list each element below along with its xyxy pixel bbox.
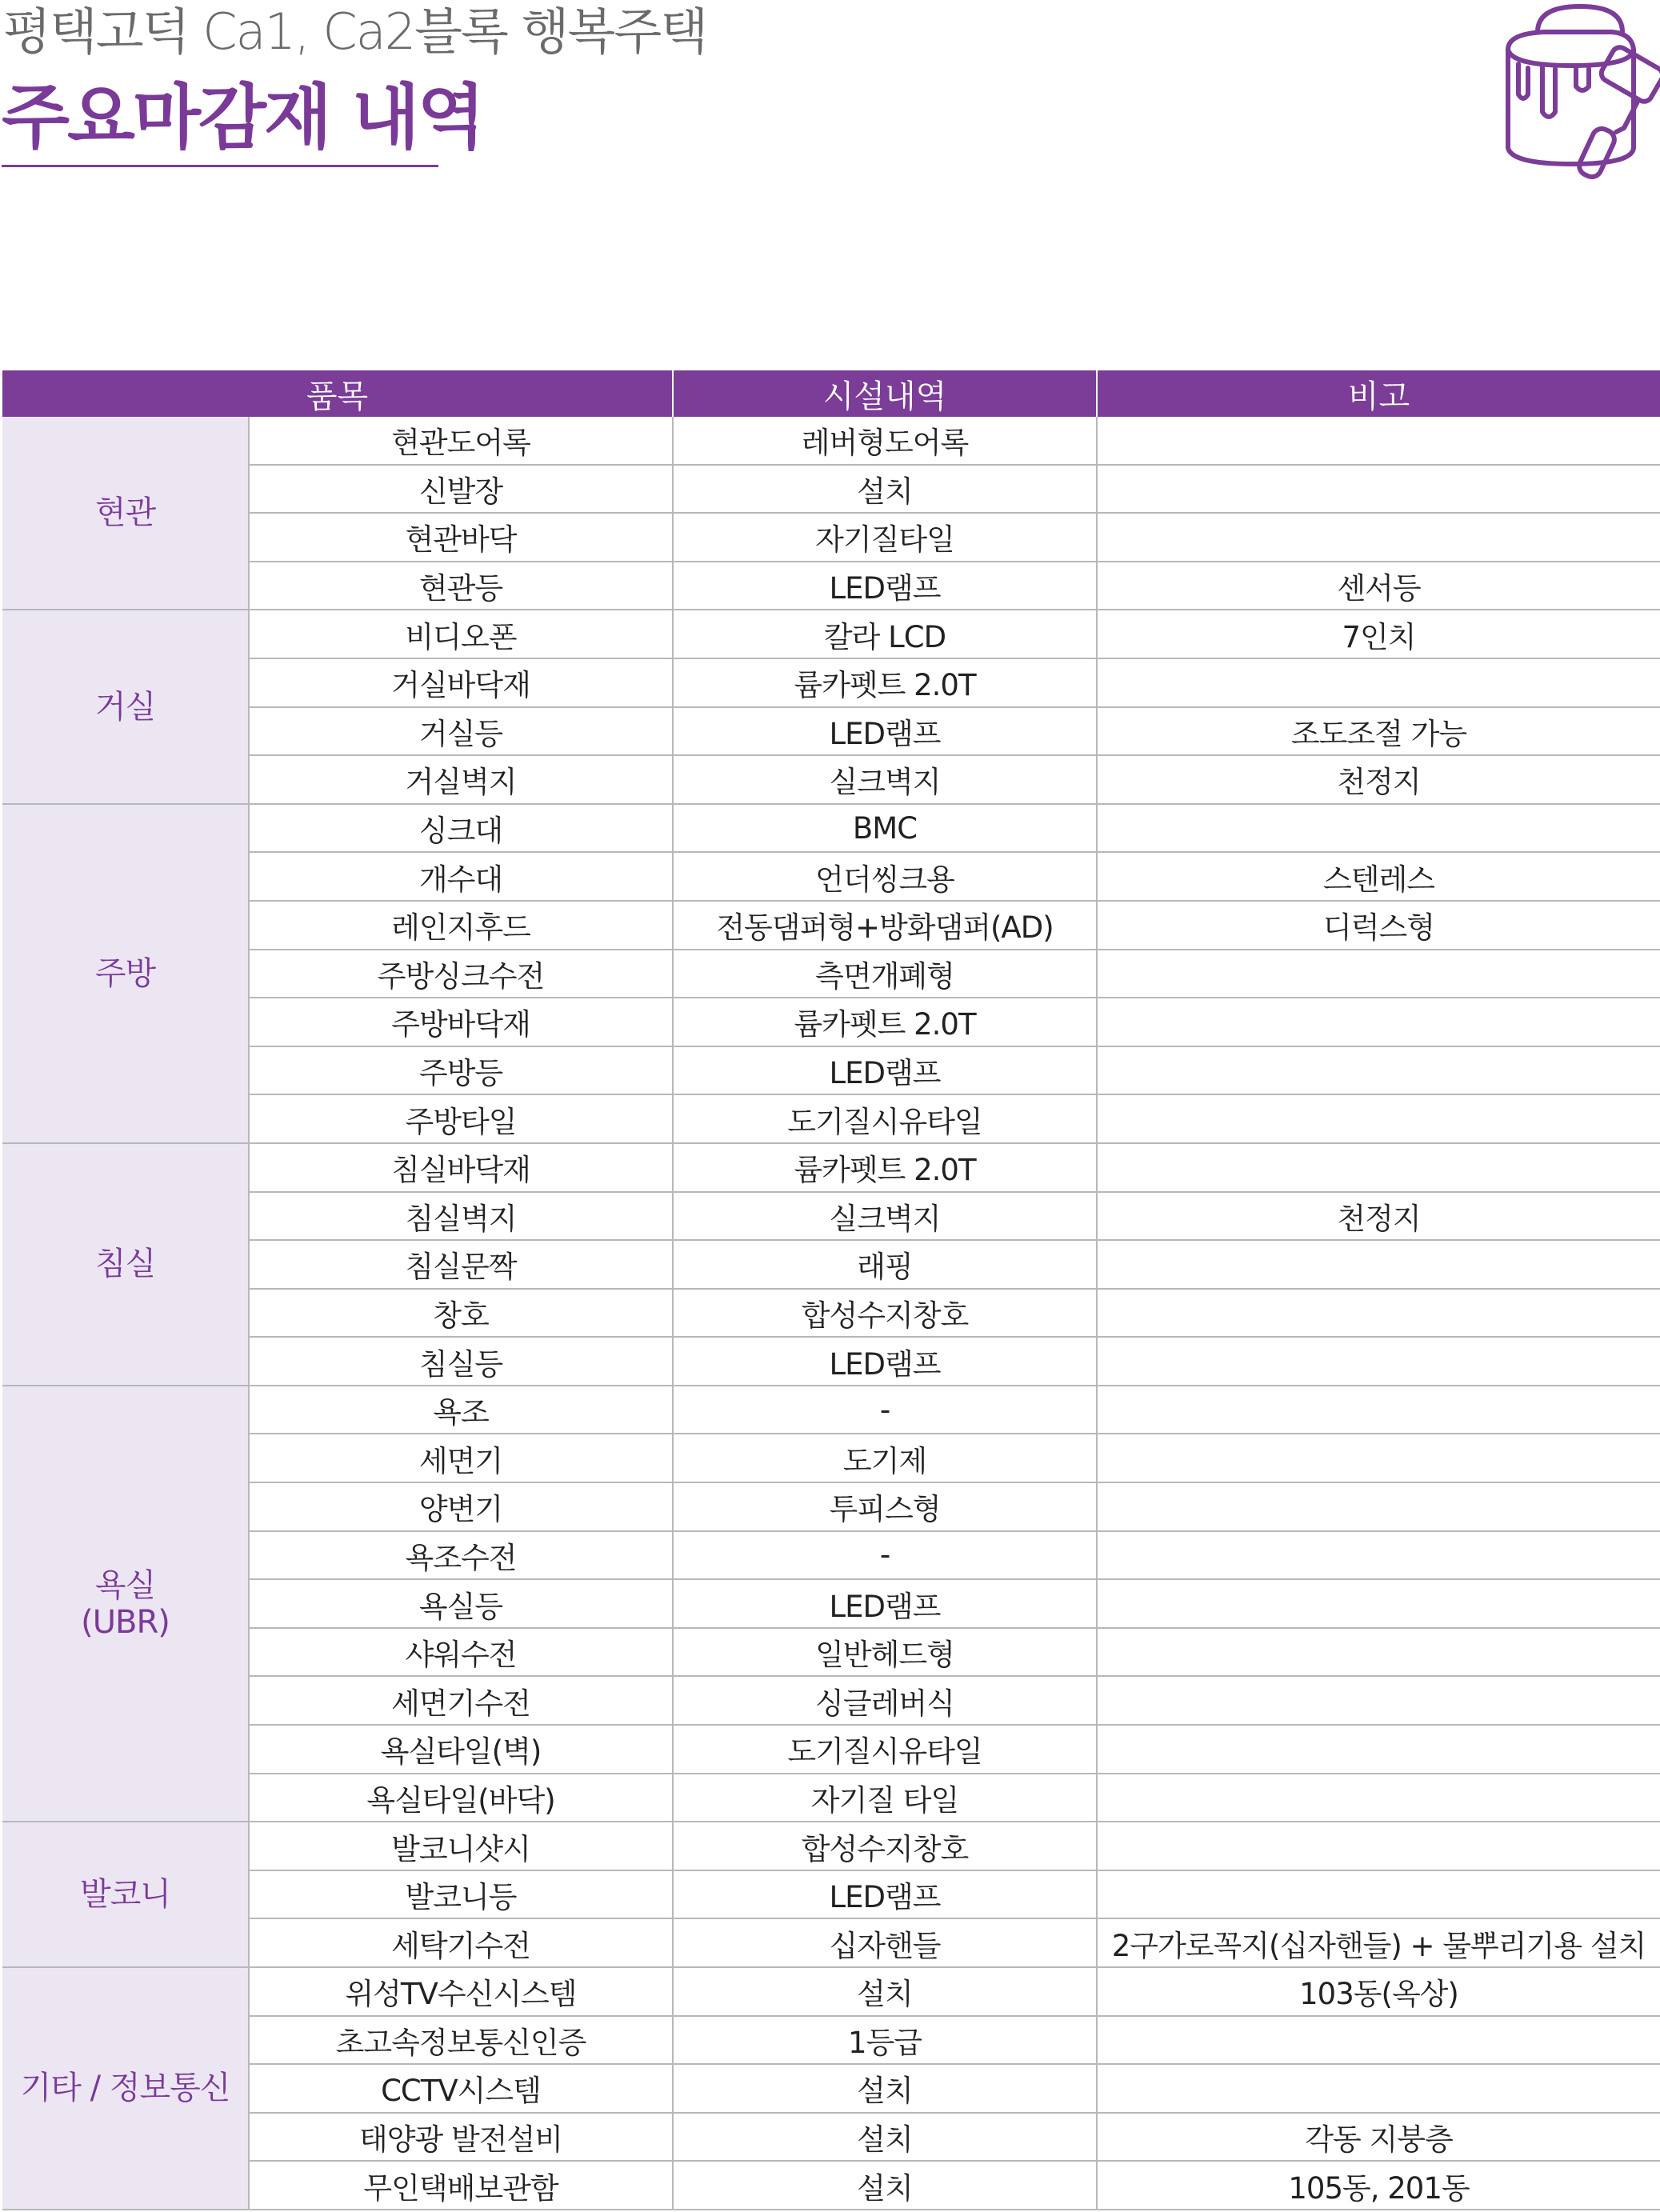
remarks-cell: 2구가로꼭지(십자핸들) + 물뿌리기용 설치 — [1097, 1918, 1660, 1967]
table-row — [2, 513, 1660, 562]
item-cell: 샤워수전 — [249, 1628, 673, 1677]
item-cell: 현관바닥 — [249, 513, 673, 562]
facility-cell: 자기질타일 — [673, 513, 1097, 562]
table-row — [2, 1192, 1660, 1241]
remarks-cell — [1097, 1870, 1660, 1919]
facility-cell: 언더씽크용 — [673, 852, 1097, 901]
item-cell: 창호 — [249, 1289, 673, 1338]
facility-cell: 1등급 — [673, 2016, 1097, 2065]
facility-cell: 설치 — [673, 1967, 1097, 2016]
table-row — [2, 2113, 1660, 2162]
category-label: 욕실 — [94, 1566, 156, 1604]
category-cell — [2, 1822, 249, 1967]
item-cell: 태양광 발전설비 — [249, 2113, 673, 2162]
table-row — [2, 1240, 1660, 1289]
table-row — [2, 417, 1660, 465]
table-row — [2, 1967, 1660, 2016]
item-cell: 욕조수전 — [249, 1531, 673, 1580]
facility-cell: 도기질시유타일 — [673, 1725, 1097, 1774]
item-cell: 레인지후드 — [249, 901, 673, 950]
table-row — [2, 2016, 1660, 2065]
facility-cell: LED램프 — [673, 1870, 1097, 1919]
facility-cell: 실크벽지 — [673, 1192, 1097, 1241]
category-label: 거실 — [94, 688, 156, 726]
remarks-cell — [1097, 658, 1660, 707]
table-row — [2, 1918, 1660, 1967]
remarks-cell: 디럭스형 — [1097, 901, 1660, 950]
item-cell: 욕조 — [249, 1386, 673, 1434]
facility-cell: 도기질시유타일 — [673, 1094, 1097, 1143]
category-cell — [2, 1386, 249, 1822]
remarks-cell — [1097, 998, 1660, 1046]
item-cell: 욕실등 — [249, 1579, 673, 1628]
remarks-cell — [1097, 513, 1660, 562]
item-cell: 초고속정보통신인증 — [249, 2016, 673, 2065]
remarks-cell — [1097, 1628, 1660, 1677]
table-row — [2, 2161, 1660, 2210]
table-row — [2, 804, 1660, 853]
facility-cell: LED램프 — [673, 562, 1097, 610]
category-cell — [2, 1967, 249, 2210]
paint-bucket-roller-icon — [1496, 0, 1660, 180]
remarks-cell: 7인치 — [1097, 610, 1660, 658]
category-cell — [2, 610, 249, 803]
item-cell: 거실바닥재 — [249, 658, 673, 707]
remarks-cell: 각동 지붕층 — [1097, 2113, 1660, 2162]
facility-cell: 싱글레버식 — [673, 1676, 1097, 1725]
facility-cell: 자기질 타일 — [673, 1774, 1097, 1822]
item-cell: 침실문짝 — [249, 1240, 673, 1289]
remarks-cell — [1097, 1434, 1660, 1482]
table-row — [2, 562, 1660, 610]
facility-cell: 실크벽지 — [673, 755, 1097, 804]
remarks-cell — [1097, 1725, 1660, 1774]
item-cell: 양변기 — [249, 1482, 673, 1531]
table-row — [2, 1822, 1660, 1870]
title-underline — [2, 165, 438, 167]
table-row — [2, 998, 1660, 1046]
facility-cell: 측면개폐형 — [673, 950, 1097, 998]
facility-cell: LED램프 — [673, 1337, 1097, 1386]
item-cell: 욕실타일(바닥) — [249, 1774, 673, 1822]
item-cell: 주방싱크수전 — [249, 950, 673, 998]
facility-cell: 투피스형 — [673, 1482, 1097, 1531]
facility-cell: 일반헤드형 — [673, 1628, 1097, 1677]
table-row — [2, 852, 1660, 901]
remarks-cell: 103동(옥상) — [1097, 1967, 1660, 2016]
remarks-cell — [1097, 1240, 1660, 1289]
remarks-cell — [1097, 1531, 1660, 1580]
item-cell: 주방등 — [249, 1046, 673, 1095]
remarks-cell — [1097, 950, 1660, 998]
item-cell: 개수대 — [249, 852, 673, 901]
table-row — [2, 1531, 1660, 1580]
remarks-cell — [1097, 1774, 1660, 1822]
table-row — [2, 707, 1660, 756]
remarks-cell — [1097, 1046, 1660, 1095]
remarks-cell — [1097, 417, 1660, 465]
facility-cell: LED램프 — [673, 707, 1097, 756]
facility-cell: - — [673, 1531, 1097, 1580]
item-cell: 침실벽지 — [249, 1192, 673, 1241]
facility-cell: 륨카펫트 2.0T — [673, 1143, 1097, 1192]
remarks-cell — [1097, 465, 1660, 514]
table-row — [2, 658, 1660, 707]
facility-cell: 레버형도어록 — [673, 417, 1097, 465]
table-row — [2, 1628, 1660, 1677]
category-cell — [2, 804, 249, 1143]
facility-cell: - — [673, 1386, 1097, 1434]
category-cell — [2, 417, 249, 610]
table-row — [2, 1482, 1660, 1531]
facility-cell: 십자핸들 — [673, 1918, 1097, 1967]
item-cell: 싱크대 — [249, 804, 673, 853]
item-cell: 무인택배보관함 — [249, 2161, 673, 2210]
table-row — [2, 1870, 1660, 1919]
remarks-cell: 조도조절 가능 — [1097, 707, 1660, 756]
table-row — [2, 950, 1660, 998]
remarks-cell — [1097, 1386, 1660, 1434]
table-row — [2, 1143, 1660, 1192]
item-cell: 발코니샷시 — [249, 1822, 673, 1870]
table-row — [2, 901, 1660, 950]
item-cell: 위성TV수신시스템 — [249, 1967, 673, 2016]
remarks-cell — [1097, 2064, 1660, 2113]
remarks-cell — [1097, 1822, 1660, 1870]
facility-cell: 래핑 — [673, 1240, 1097, 1289]
table-row — [2, 1289, 1660, 1338]
remarks-cell — [1097, 1337, 1660, 1386]
facility-cell: 륨카펫트 2.0T — [673, 998, 1097, 1046]
finish-materials-table — [2, 370, 1660, 2210]
item-cell: 현관도어록 — [249, 417, 673, 465]
remarks-cell: 스텐레스 — [1097, 852, 1660, 901]
table-row — [2, 1046, 1660, 1095]
facility-cell: 전동댐퍼형+방화댐퍼(AD) — [673, 901, 1097, 950]
table-row — [2, 465, 1660, 514]
table-row — [2, 1725, 1660, 1774]
item-cell: 발코니등 — [249, 1870, 673, 1919]
category-label: 발코니 — [80, 1876, 170, 1914]
document-subtitle: 평택고덕 Ca1, Ca2블록 행복주택 — [3, 2, 707, 61]
table-row — [2, 1094, 1660, 1143]
item-cell: 침실바닥재 — [249, 1143, 673, 1192]
table-row — [2, 610, 1660, 658]
remarks-cell: 105동, 201동 — [1097, 2161, 1660, 2210]
remarks-cell: 천정지 — [1097, 1192, 1660, 1241]
item-cell: 주방타일 — [249, 1094, 673, 1143]
category-cell — [2, 1143, 249, 1386]
facility-cell: LED램프 — [673, 1579, 1097, 1628]
facility-cell: 합성수지창호 — [673, 1822, 1097, 1870]
table-row — [2, 1386, 1660, 1434]
remarks-cell — [1097, 1676, 1660, 1725]
remarks-cell — [1097, 1143, 1660, 1192]
item-cell: 현관등 — [249, 562, 673, 610]
facility-cell: 설치 — [673, 2064, 1097, 2113]
remarks-cell: 센서등 — [1097, 562, 1660, 610]
table-row — [2, 1579, 1660, 1628]
facility-cell: LED램프 — [673, 1046, 1097, 1095]
remarks-cell — [1097, 1482, 1660, 1531]
header-facility: 시설내역 — [673, 370, 1097, 417]
category-label: 기타 / 정보통신 — [20, 2070, 230, 2107]
item-cell: 세면기 — [249, 1434, 673, 1482]
header-remarks: 비고 — [1097, 370, 1660, 417]
remarks-cell — [1097, 1579, 1660, 1628]
table-row — [2, 1337, 1660, 1386]
remarks-cell — [1097, 804, 1660, 853]
category-label: 주방 — [94, 954, 156, 992]
item-cell: 거실등 — [249, 707, 673, 756]
facility-cell: 칼라 LCD — [673, 610, 1097, 658]
facility-cell: 합성수지창호 — [673, 1289, 1097, 1338]
remarks-cell — [1097, 1289, 1660, 1338]
item-cell: 욕실타일(벽) — [249, 1725, 673, 1774]
item-cell: 주방바닥재 — [249, 998, 673, 1046]
facility-cell: 설치 — [673, 465, 1097, 514]
remarks-cell — [1097, 2016, 1660, 2065]
facility-cell: 설치 — [673, 2161, 1097, 2210]
table-header-row — [2, 370, 1660, 417]
item-cell: 비디오폰 — [249, 610, 673, 658]
table-row — [2, 2064, 1660, 2113]
facility-cell: 도기제 — [673, 1434, 1097, 1482]
category-label: 현관 — [94, 494, 156, 532]
item-cell: 거실벽지 — [249, 755, 673, 804]
facility-cell: 륨카펫트 2.0T — [673, 658, 1097, 707]
category-label: (UBR) — [81, 1603, 170, 1641]
item-cell: 세면기수전 — [249, 1676, 673, 1725]
table-row — [2, 1774, 1660, 1822]
facility-cell: 설치 — [673, 2113, 1097, 2162]
remarks-cell — [1097, 1094, 1660, 1143]
facility-cell: BMC — [673, 804, 1097, 853]
item-cell: 세탁기수전 — [249, 1918, 673, 1967]
table-row — [2, 755, 1660, 804]
header-item: 품목 — [2, 370, 673, 417]
category-label: 침실 — [94, 1246, 156, 1283]
page-title: 주요마감재 내역 — [2, 76, 483, 158]
item-cell: 침실등 — [249, 1337, 673, 1386]
remarks-cell: 천정지 — [1097, 755, 1660, 804]
item-cell: CCTV시스템 — [249, 2064, 673, 2113]
table-row — [2, 1676, 1660, 1725]
table-row — [2, 1434, 1660, 1482]
item-cell: 신발장 — [249, 465, 673, 514]
